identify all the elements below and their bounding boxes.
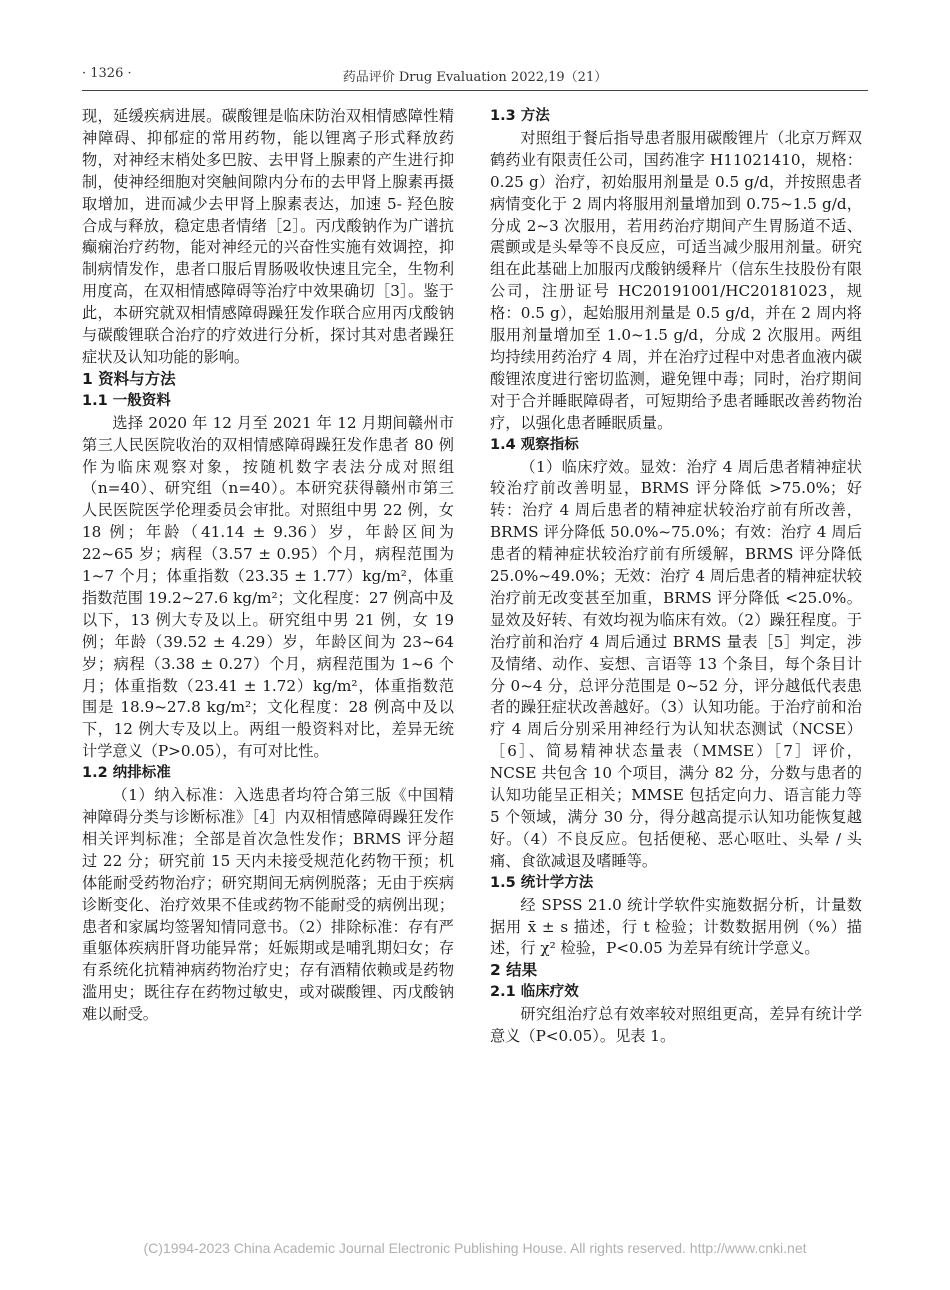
left-column bbox=[82, 106, 454, 1026]
subsection-heading-1-2: 1.2 纳排标准 bbox=[82, 765, 171, 782]
paragraph-methods: 对照组于餐后指导患者服用碳酸锂片（北京万辉双鹤药业有限责任公司，国药准字 H11021410，规格：0.25 g）治疗，初始服用剂量是 0.5 g/d，并按照患者病情变化于 2 周内将服用剂量增加到 0.75~1.5 g/d，分成 2~3 次服用，若用药治疗期间产生胃肠道不适、震颤或是头晕等不良反应，可适当减少服用剂量。研究组在此基础上加服丙戊酸钠缓释片（信东生技股份有限公司，注册证号 HC20191001/HC20181023，规格：0.5 g），起始服用剂量是 0.5 g/d，并在 2 周内将服用剂量增加至 1.0~1.5 g/d，分成 2 次服用。两组均持续用药治疗 4 周，并在治疗过程中对患者血液内碳酸锂浓度进行密切监测，避免锂中毒；同时，治疗期间对于合并睡眠障碍者，可短期给予患者睡眠改善药物治疗，以强化患者睡眠质量。 bbox=[490, 128, 862, 432]
section-heading-2: 2 结果 bbox=[490, 961, 538, 980]
paragraph-continued: 现，延缓疾病进展。碳酸锂是临床防治双相情感障性精神障碍、抑郁症的常用药物，能以锂离子形式释放药物，对神经末梢处多巴胺、去甲肾上腺素的产生进行抑制，使神经细胞对突触间隙内分布的去甲肾上腺素再摄取增加，进而减少去甲肾上腺素表达，加速 5- 羟色胺合成与释放，稳定患者情绪［2］。丙戊酸钠作为广谱抗癫痫治疗药物，能对神经元的兴奋性实施有效调控，抑制病情发作，患者口服后胃肠吸收快速且完全，生物利用度高，在双相情感障碍等治疗中效果确切［3］。鉴于此，本研究就双相情感障碍躁狂发作联合应用丙戊酸钠与碳酸锂联合治疗的疗效进行分析，探讨其对患者躁狂症状及认知功能的影响。 bbox=[82, 107, 454, 366]
subsection-heading-1-1: 1.1 一般资料 bbox=[82, 392, 171, 409]
journal-title: 药品评价 Drug Evaluation 2022,19（21） bbox=[342, 70, 608, 85]
section-heading-1: 1 资料与方法 bbox=[82, 369, 176, 388]
paragraph-clinical-efficacy: 研究组治疗总有效率较对照组更高，差异有统计学意义（P<0.05）。见表 1。 bbox=[490, 1005, 862, 1046]
subsection-heading-1-3: 1.3 方法 bbox=[490, 108, 550, 124]
paragraph-general-data: 选择 2020 年 12 月至 2021 年 12 月期间赣州市第三人民医院收治的双相情感障碍躁狂发作患者 80 例作为临床观察对象，按随机数字表法分成对照组（n=40）、研究组（n=40）。本研究获得赣州市第三人民医院医学伦理委员会审批。对照组中男 22 例，女 18 例；年龄（41.14 ± 9.36）岁，年龄区间为 22~65 岁；病程（3.57 ± 0.95）个月，病程范围为 1~7 个月；体重指数（23.35 ± 1.77）kg/m²，体重指数范围 19.2~27.6 kg/m²；文化程度：27 例高中及以下，13 例大专及以上。研究组中男 21 例，女 19 例；年龄（39.52 ± 4.29）岁，年龄区间为 23~64 岁；病程（3.38 ± 0.27）个月，病程范围为 1~6 个月；体重指数（23.41 ± 1.72）kg/m²，体重指数范围是 18.9~27.8 kg/m²；文化程度：28 例高中及以下，12 例大专及以上。两组一般资料对比，差异无统计学意义（P>0.05），有可对比性。 bbox=[82, 413, 454, 761]
right-column bbox=[490, 106, 862, 1048]
subsection-heading-2-1: 2.1 临床疗效 bbox=[490, 984, 579, 1001]
running-header bbox=[82, 66, 868, 91]
page-number: · 1326 · bbox=[82, 66, 132, 81]
copyright-footer: (C)1994-2023 China Academic Journal Electronic Publishing House. All rights reserved. http://www.cnki.net bbox=[143, 1240, 807, 1256]
subsection-heading-1-5: 1.5 统计学方法 bbox=[490, 874, 594, 891]
paragraph-criteria: （1）纳入标准：入选患者均符合第三版《中国精神障碍分类与诊断标准》［4］内双相情感障碍躁狂发作相关评判标准；全部是首次急性发作；BRMS 评分超过 22 分；研究前 15 天内未接受规范化药物干预；机体能耐受药物治疗；研究期间无病例脱落；无由于疾病诊断变化、治疗效果不佳或药物不能耐受的病例出现；患者和家属均签署知情同意书。（2）排除标准：存有严重躯体疾病肝肾功能异常；妊娠期或是哺乳期妇女；存有系统化抗精神病药物治疗史；存有酒精依赖或是药物滥用史；既往存在药物过敏史，或对碳酸锂、丙戊酸钠难以耐受。 bbox=[82, 786, 454, 1024]
paragraph-indicators: （1）临床疗效。显效：治疗 4 周后患者精神症状较治疗前改善明显，BRMS 评分降低 >75.0%；好转：治疗 4 周后患者的精神症状较治疗前有所改善，BRMS 评分降低 50.0%~75.0%；有效：治疗 4 周后患者的精神症状较治疗前有所缓解，BRMS 评分降低 25.0%~49.0%；无效：治疗 4 周后患者的精神症状较治疗前无改变甚至加重，BRMS 评分降低 <25.0%。显效及好转、有效均视为临床有效。（2）躁狂程度。于治疗前和治疗 4 周后通过 BRMS 量表［5］判定，涉及情绪、动作、妄想、言语等 13 个条目，每个条目计分 0~4 分，总评分范围是 0~52 分，评分越低代表患者的躁狂症状改善越好。（3）认知功能。于治疗前和治疗 4 周后分别采用神经行为认知状态测试（NCSE）［6］、简易精神状态量表（MMSE）［7］评价，NCSE 共包含 10 个项目，满分 82 分，分数与患者的认知功能呈正相关；MMSE 包括定向力、语言能力等 5 个领域，满分 30 分，得分越高提示认知功能恢复越好。（4）不良反应。包括便秘、恶心呕吐、头晕 / 头痛、食欲减退及嗜睡等。 bbox=[490, 457, 862, 870]
subsection-heading-1-4: 1.4 观察指标 bbox=[490, 436, 579, 453]
paragraph-statistics: 经 SPSS 21.0 统计学软件实施数据分析，计量数据用 x̄ ± s 描述，行 t 检验；计数数据用例（%）描述，行 χ² 检验，P<0.05 为差异有统计学意义。 bbox=[490, 895, 862, 958]
